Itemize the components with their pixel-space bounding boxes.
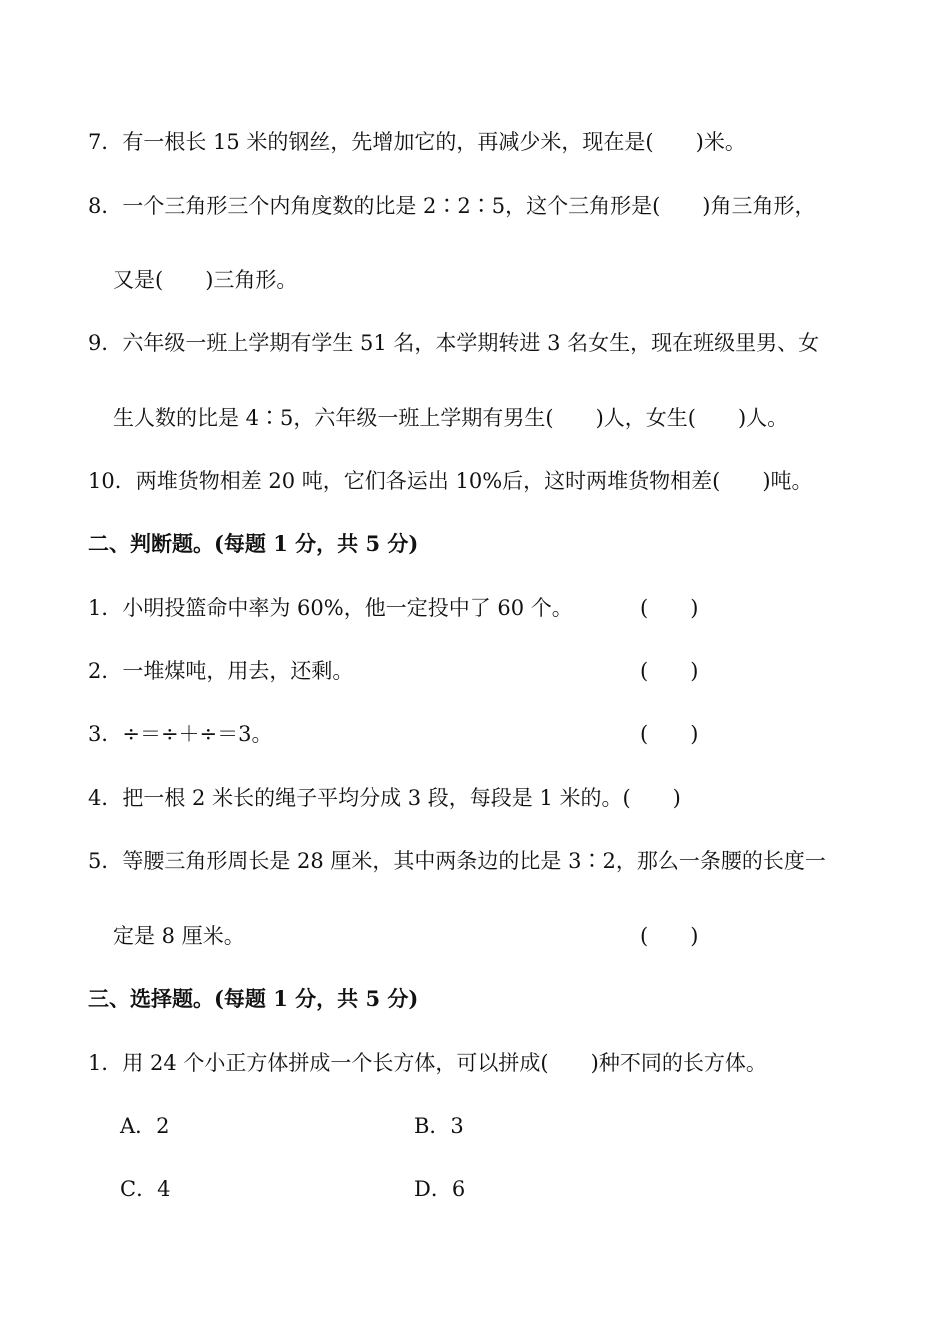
judge-answer-blank-2: ( ) — [640, 659, 699, 683]
judge-answer-blank-3: ( ) — [640, 722, 699, 746]
question-9-line-2: 生人数的比是 4∶5，六年级一班上学期有男生( )人，女生( )人。 — [113, 406, 789, 430]
judge-question-5-line-2: 定是 8 厘米。 — [113, 924, 245, 948]
question-8-line-1: 8．一个三角形三个内角度数的比是 2∶2∶5，这个三角形是( )角三角形， — [88, 194, 816, 218]
option-b: B．3 — [414, 1114, 464, 1138]
judge-answer-blank-5: ( ) — [640, 924, 699, 948]
section-2-heading: 二、判断题。(每题 1 分，共 5 分) — [88, 531, 419, 556]
judge-question-5-line-1: 5．等腰三角形周长是 28 厘米，其中两条边的比是 3∶2，那么一条腰的长度一 — [88, 849, 826, 873]
option-c: C．4 — [120, 1177, 171, 1201]
judge-question-1: 1．小明投篮命中率为 60%，他一定投中了 60 个。 — [88, 596, 573, 620]
question-7: 7．有一根长 15 米的钢丝，先增加它的，再减少米，现在是( )米。 — [88, 130, 746, 154]
option-a: A．2 — [120, 1114, 170, 1138]
section-3-heading: 三、选择题。(每题 1 分，共 5 分) — [88, 986, 419, 1011]
question-10: 10．两堆货物相差 20 吨，它们各运出 10%后，这时两堆货物相差( )吨。 — [88, 469, 813, 493]
choice-question-1: 1．用 24 个小正方体拼成一个长方体，可以拼成( )种不同的长方体。 — [88, 1051, 767, 1075]
judge-answer-blank-1: ( ) — [640, 596, 699, 620]
judge-question-4: 4．把一根 2 米长的绳子平均分成 3 段，每段是 1 米的。( ) — [88, 786, 681, 810]
question-8-line-2: 又是( )三角形。 — [113, 268, 298, 292]
judge-question-2: 2．一堆煤吨，用去，还剩。 — [88, 659, 354, 683]
option-d: D．6 — [414, 1177, 466, 1201]
question-9-line-1: 9．六年级一班上学期有学生 51 名，本学期转进 3 名女生，现在班级里男、女 — [88, 331, 820, 355]
judge-question-3: 3．÷＝÷＋÷＝3。 — [88, 722, 273, 746]
